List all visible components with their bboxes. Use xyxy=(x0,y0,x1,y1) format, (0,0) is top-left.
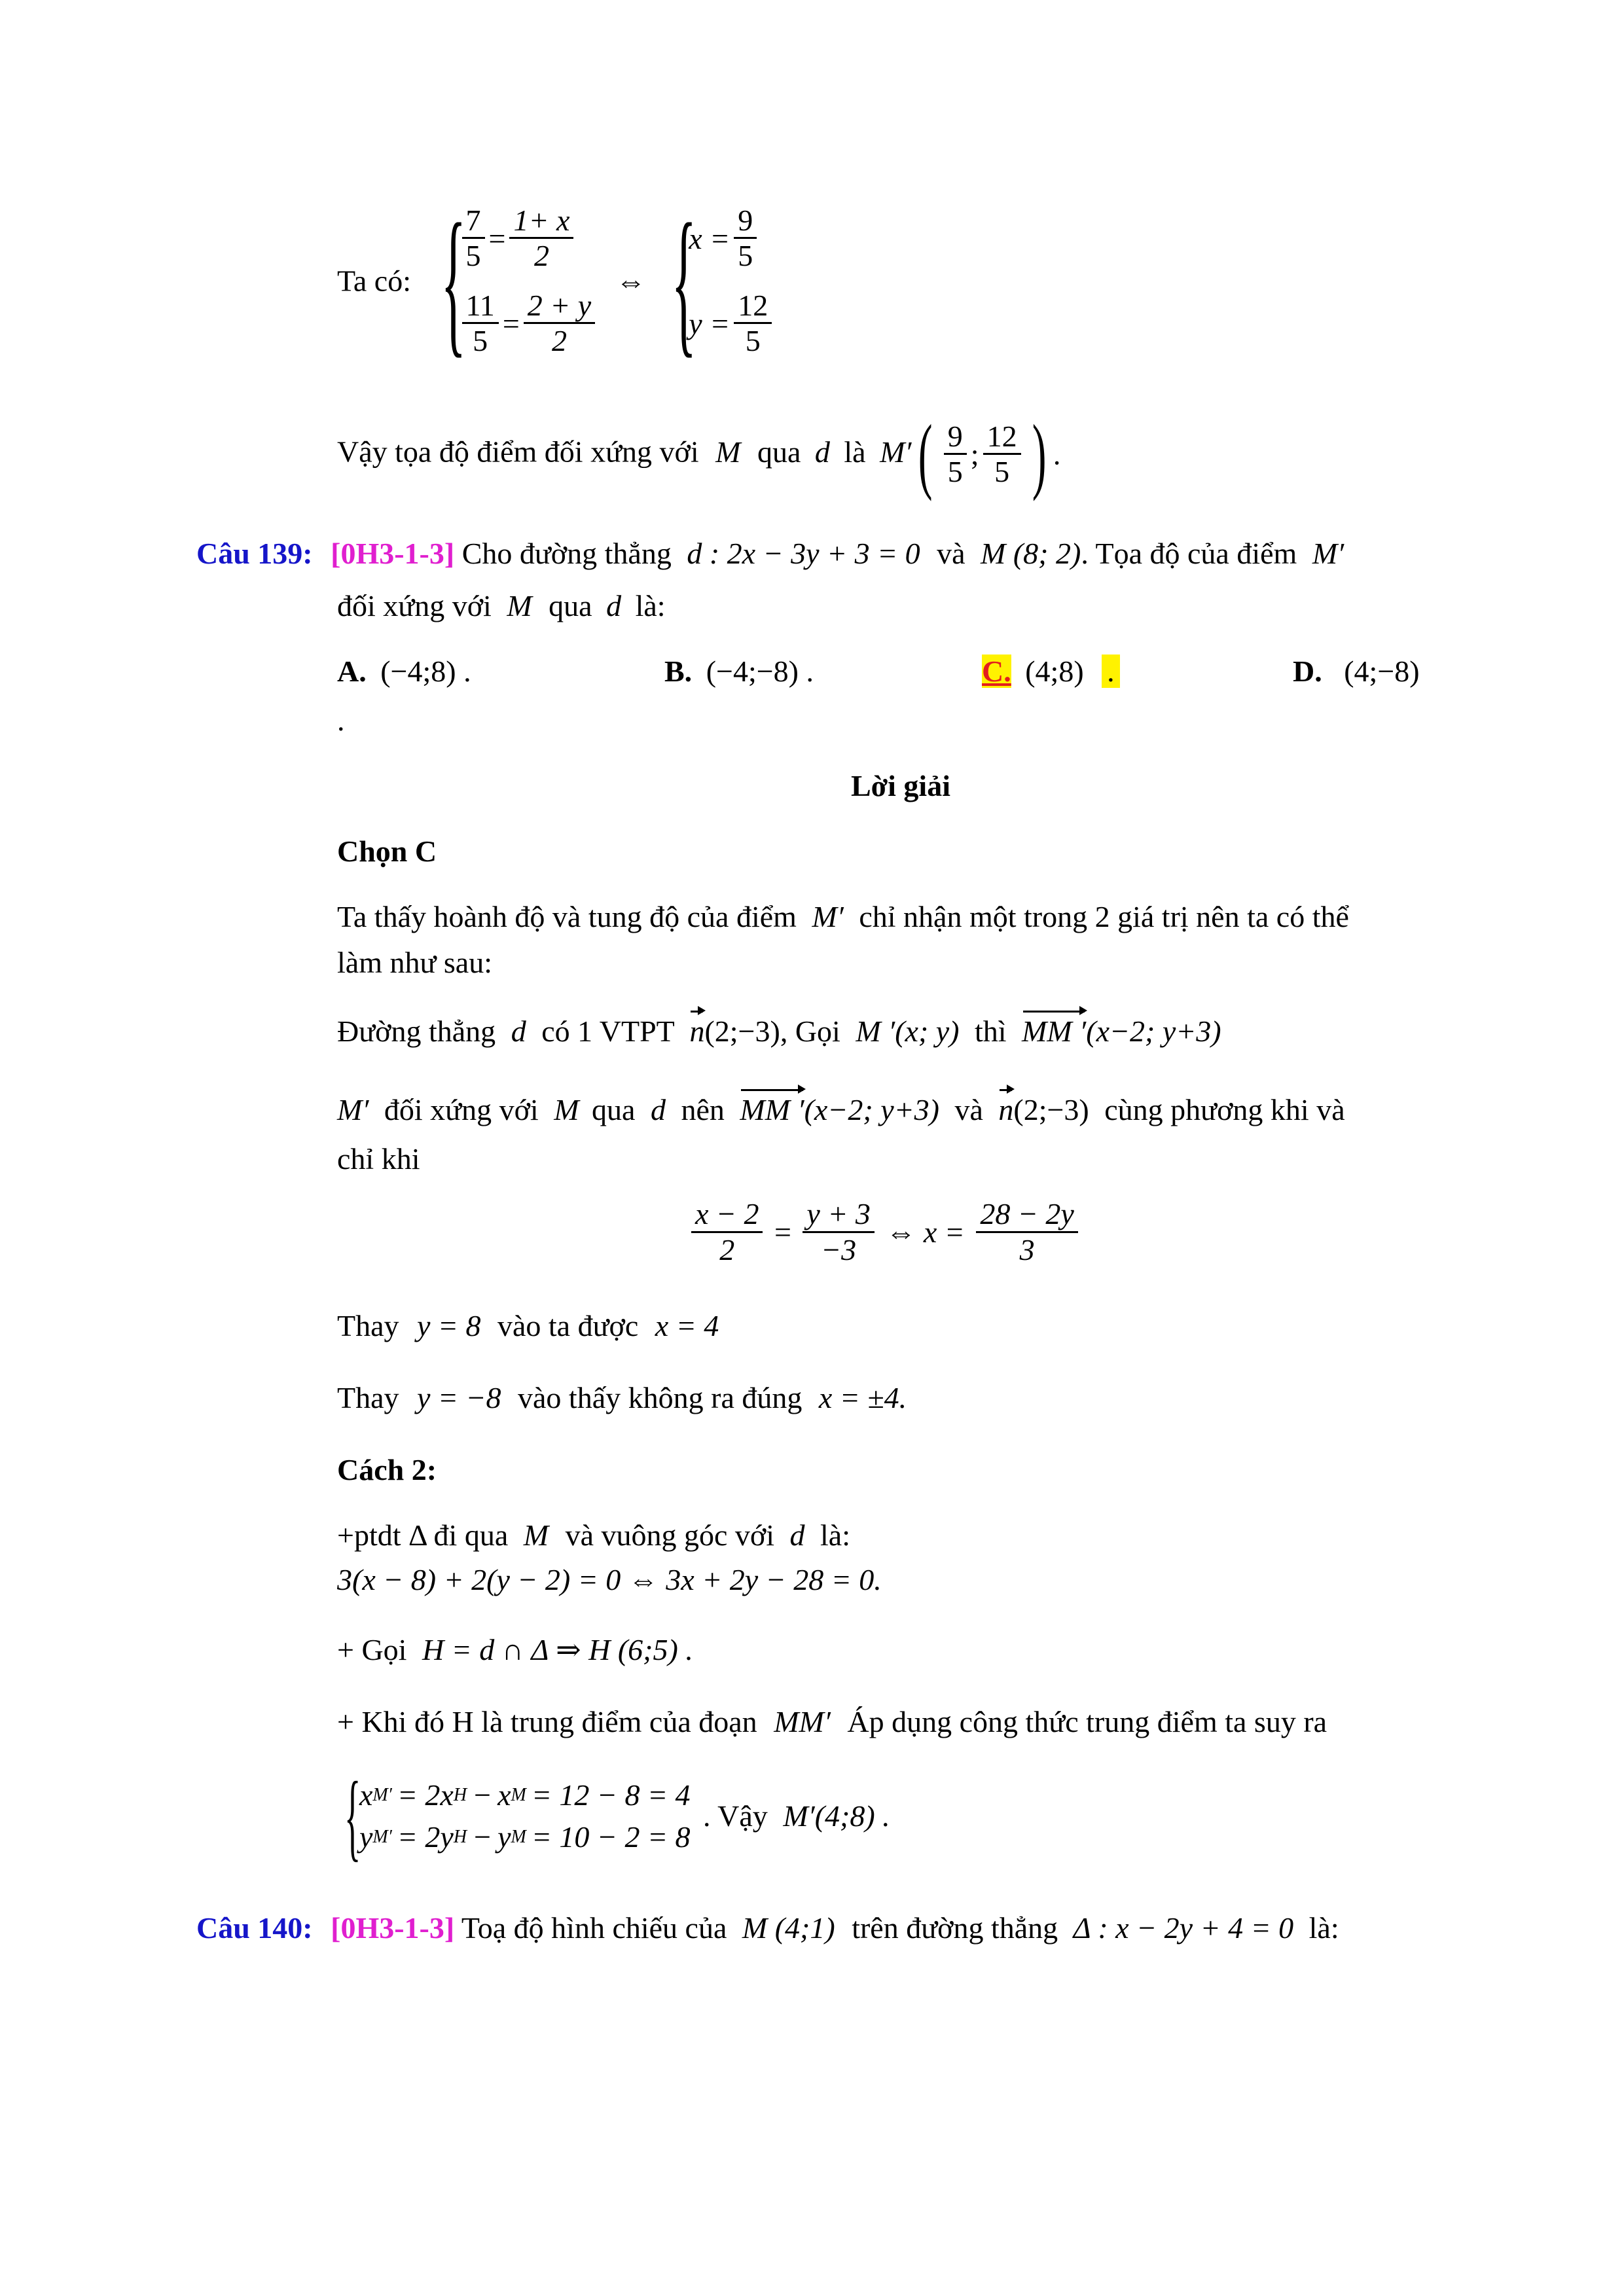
vector-mm: MM ′ xyxy=(740,1093,804,1126)
question-140-line: Câu 140: [0H3-1-3] Toạ độ hình chiếu của M (4;1) trên đường thẳng Δ : x − 2y + 4 = 0 là: xyxy=(196,1911,1339,1945)
frac: $\frac{11}{5}$ xyxy=(462,289,499,359)
system-right: { x = $\frac{9}{5}$ y = $\frac{12}{5}$ xyxy=(662,196,776,367)
thay-line-1: Thay y = 8 vào ta được x = 4 xyxy=(337,1309,719,1342)
solution-p3-cont: chỉ khi xyxy=(337,1142,420,1175)
solution-p1-cont: làm như sau: xyxy=(337,946,493,979)
frac: $\frac{12}{5}$ xyxy=(734,289,772,359)
vector-n: n xyxy=(998,1093,1014,1126)
system-left: { $\frac{7}{5}$ = $\frac{1+ x}{2}$ $\frac{11}{5}$ = $\frac{2 + y}{2}$ xyxy=(432,196,600,367)
question-139-line-1: Câu 139: [0H3-1-3] Cho đường thẳng d : 2x − 3y + 3 = 0 và M (8; 2). Tọa độ của điểm M′ xyxy=(196,537,1344,570)
thay-line-2: Thay y = −8 vào thấy không ra đúng x = ±4. xyxy=(337,1381,907,1414)
cach2-p1: +ptdt Δ đi qua M và vuông góc với d là: xyxy=(337,1518,851,1552)
frac: $\frac{2 + y}{2}$ xyxy=(524,289,595,359)
option-a[interactable]: A. (−4;8) . xyxy=(337,655,471,688)
frac: $\frac{9}{5}$ xyxy=(944,420,967,490)
frac: $\frac{28 - 2y}{3}$ xyxy=(976,1198,1077,1267)
frac: $\frac{x - 2}{2}$ xyxy=(691,1198,763,1267)
frac: $\frac{9}{5}$ xyxy=(734,204,757,274)
ta-co-system xyxy=(337,190,776,372)
option-c[interactable]: C. (4;8) . xyxy=(982,655,1120,689)
frac: $\frac{7}{5}$ xyxy=(462,204,485,274)
cach2-p3: + Khi đó H là trung điểm của đoạn MM′ Áp dụng công thức trung điểm ta suy ra xyxy=(337,1705,1327,1738)
vector-n: n xyxy=(689,1014,705,1048)
highlight-marker: . xyxy=(1102,655,1120,688)
frac: $\frac{1+ x}{2}$ xyxy=(509,204,573,274)
midpoint-system: { x M′ = 2x H − x M = 12 − 8 = 4 y M′ = 2y H − y M = 10 − 2 = 8 . Vậy M′(4;8) . xyxy=(344,1762,890,1871)
solution-choice: Chọn C xyxy=(337,834,437,868)
brace-left-icon: { xyxy=(344,1762,361,1871)
frac: $\frac{y + 3}{-3}$ xyxy=(803,1198,874,1267)
cach2-equation: 3(x − 8) + 2(y − 2) = 0 ⇔ 3x + 2y − 28 = 0. xyxy=(337,1563,882,1596)
solution-p1: Ta thấy hoành độ và tung độ của điểm M′ chỉ nhận một trong 2 giá trị nên ta có thể xyxy=(337,900,1349,933)
question-tag: [0H3-1-3] xyxy=(331,537,455,570)
cach2-goi: + Gọi H = d ∩ Δ ⇒ H (6;5) . xyxy=(337,1633,693,1666)
correct-option-label: C. xyxy=(982,655,1011,688)
cach-2-heading: Cách 2: xyxy=(337,1453,437,1486)
ta-co-label: Ta có: xyxy=(337,264,412,298)
trailing-dot: . xyxy=(337,704,345,737)
question-number: Câu 139: xyxy=(196,537,313,570)
brace-left-icon: { xyxy=(441,190,466,372)
option-d[interactable]: D. (4;−8) xyxy=(1293,655,1420,688)
fraction-equation: $\frac{x - 2}{2}$ = $\frac{y + 3}{-3}$ ⇔ x = $\frac{28 - 2y}{3}$ xyxy=(687,1198,1082,1267)
brace-left-icon: { xyxy=(671,190,697,372)
question-tag: [0H3-1-3] xyxy=(331,1911,455,1945)
question-number: Câu 140: xyxy=(196,1911,313,1945)
iff-symbol: ⇔ xyxy=(615,264,646,298)
vector-mm: MM ′ xyxy=(1022,1014,1087,1048)
solution-heading: Lời giải xyxy=(851,769,950,802)
solution-p2: Đường thẳng d có 1 VTPT n(2;−3), Gọi M ′(x; y) thì MM ′(x−2; y+3) xyxy=(337,1014,1221,1048)
frac: $\frac{12}{5}$ xyxy=(983,420,1021,490)
question-139-line-2: đối xứng với M qua d là: xyxy=(337,589,666,622)
solution-p3: M′ đối xứng với M qua d nên MM ′(x−2; y+3) và n(2;−3) cùng phương khi và xyxy=(337,1093,1345,1126)
conclusion-line: Vậy tọa độ điểm đối xứng với M qua d là M′( $\frac{9}{5}$ ; $\frac{12}{5}$ ) . xyxy=(337,408,1061,502)
option-b[interactable]: B. (−4;−8) . xyxy=(664,655,814,688)
